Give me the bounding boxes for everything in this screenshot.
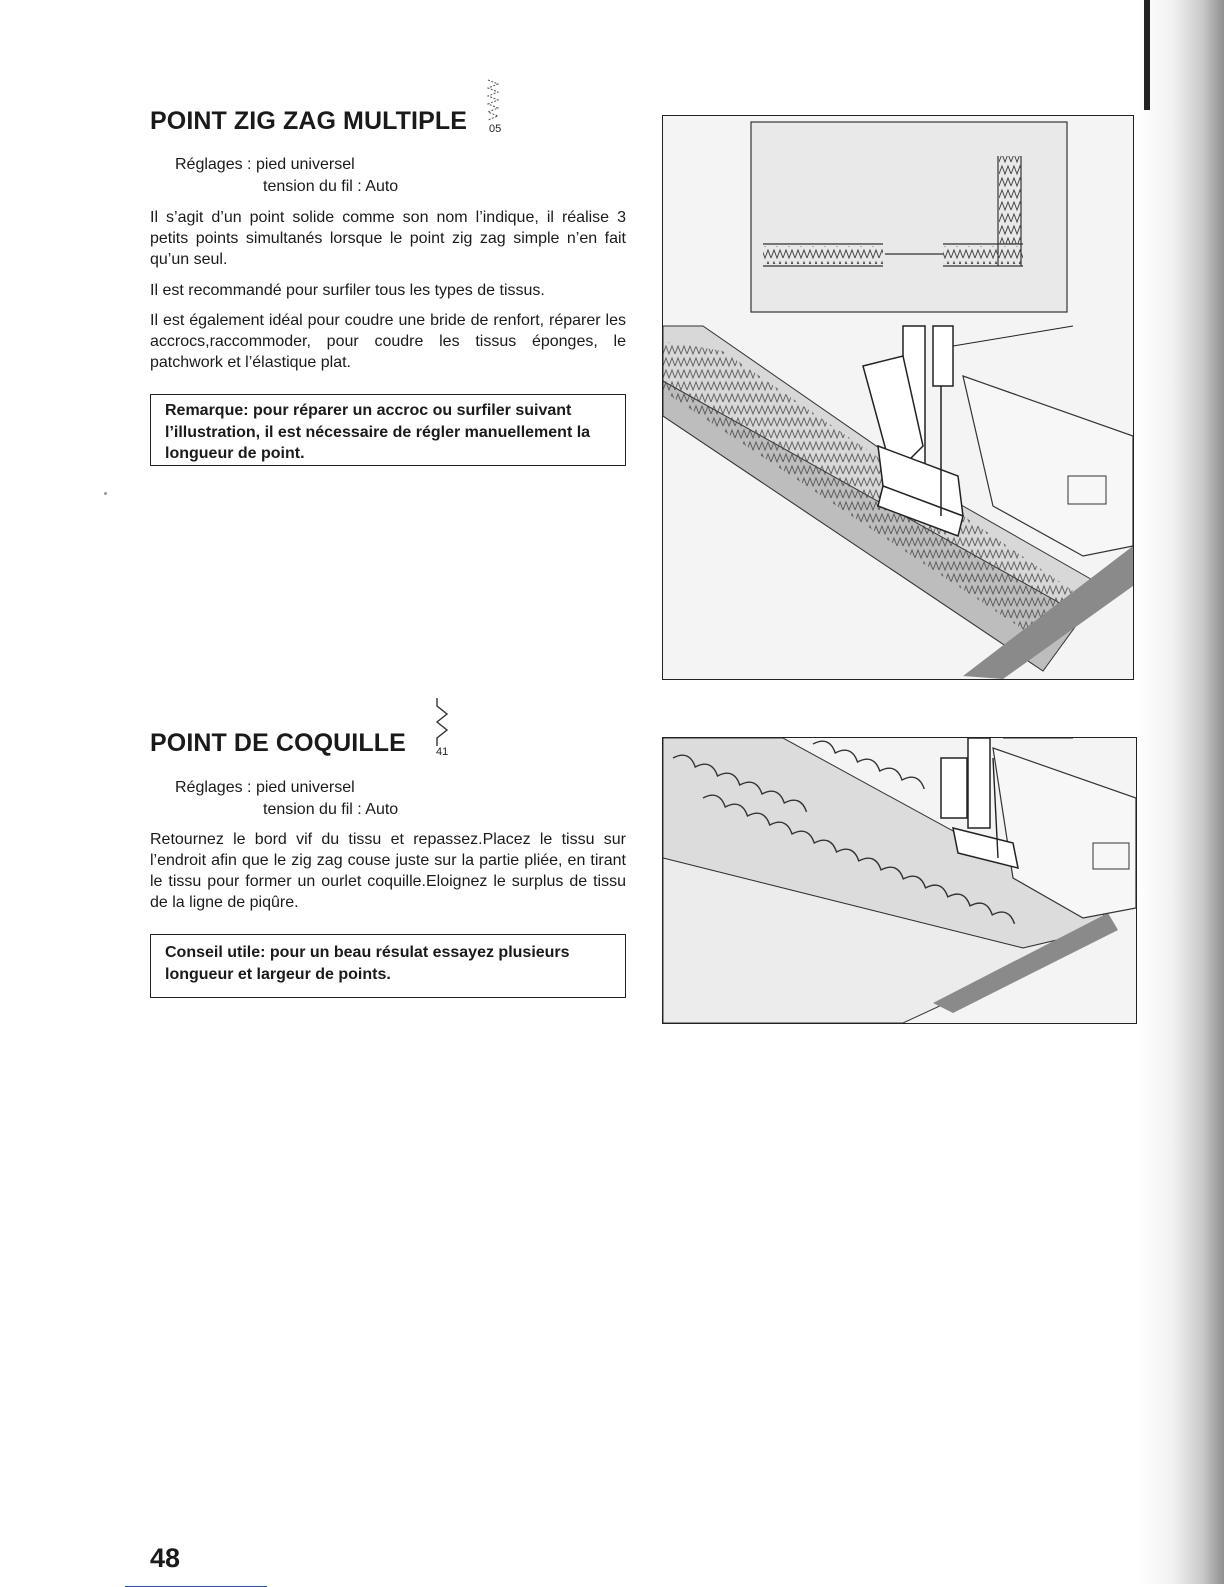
note-box-remarque bbox=[150, 394, 626, 466]
scan-dot bbox=[104, 492, 107, 495]
settings-point-coquille bbox=[175, 777, 398, 821]
note-box-conseil bbox=[150, 934, 626, 998]
paragraph-instructions: Retournez le bord vif du tissu et repassez.Placez le tissu sur l’endroit afin que le zig zag couse juste sur la partie pliée, en tirant le tissu pour former un ourlet coquille.Eloignez le surplus de tissu de la ligne de piqûre. bbox=[150, 831, 626, 911]
settings-presser-foot: Réglages : pied universel bbox=[175, 779, 355, 796]
stitch-number-41: 41 bbox=[436, 746, 449, 758]
paragraph-uses: Il est également idéal pour coudre une bride de renfort, réparer les accrocs,raccommoder, pour coudre les tissus éponges, le patchwork et l’élastique plat. bbox=[150, 312, 626, 371]
settings-zigzag-multiple bbox=[175, 154, 398, 198]
section-title-zigzag-multiple: POINT ZIG ZAG MULTIPLE bbox=[150, 107, 467, 135]
figure-drawing-coquille bbox=[663, 738, 1136, 1023]
multi-zigzag-sewing-illustration bbox=[662, 115, 1134, 680]
stitch-number-05: 05 bbox=[489, 123, 502, 135]
multi-zigzag-stitch-icon bbox=[486, 76, 502, 128]
figure-drawing-zigzag bbox=[663, 116, 1133, 679]
page-edge-shadow bbox=[1138, 0, 1224, 1584]
section-title-point-coquille: POINT DE COQUILLE bbox=[150, 729, 406, 757]
paragraph-description: Il s’agit d’un point solide comme son nom l’indique, il réalise 3 petits points simultanés lorsque le point zig zag simple n’en fait qu’un seul. bbox=[150, 209, 626, 268]
note-text: Remarque: pour réparer un accroc ou surfiler suivant l’illustration, il est nécessaire de régler manuellement la longueur de point. bbox=[165, 402, 591, 462]
shell-stitch-icon bbox=[434, 696, 450, 748]
settings-thread-tension: tension du fil : Auto bbox=[263, 801, 399, 818]
page-number: 48 bbox=[150, 1543, 181, 1573]
settings-thread-tension: tension du fil : Auto bbox=[263, 178, 399, 195]
tip-text: Conseil utile: pour un beau résulat essayez plusieurs longueur et largeur de points. bbox=[165, 944, 570, 983]
shell-hem-sewing-illustration bbox=[662, 737, 1137, 1024]
paragraph-recommendation: Il est recommandé pour surfiler tous les types de tissus. bbox=[150, 282, 545, 299]
settings-presser-foot: Réglages : pied universel bbox=[175, 156, 355, 173]
